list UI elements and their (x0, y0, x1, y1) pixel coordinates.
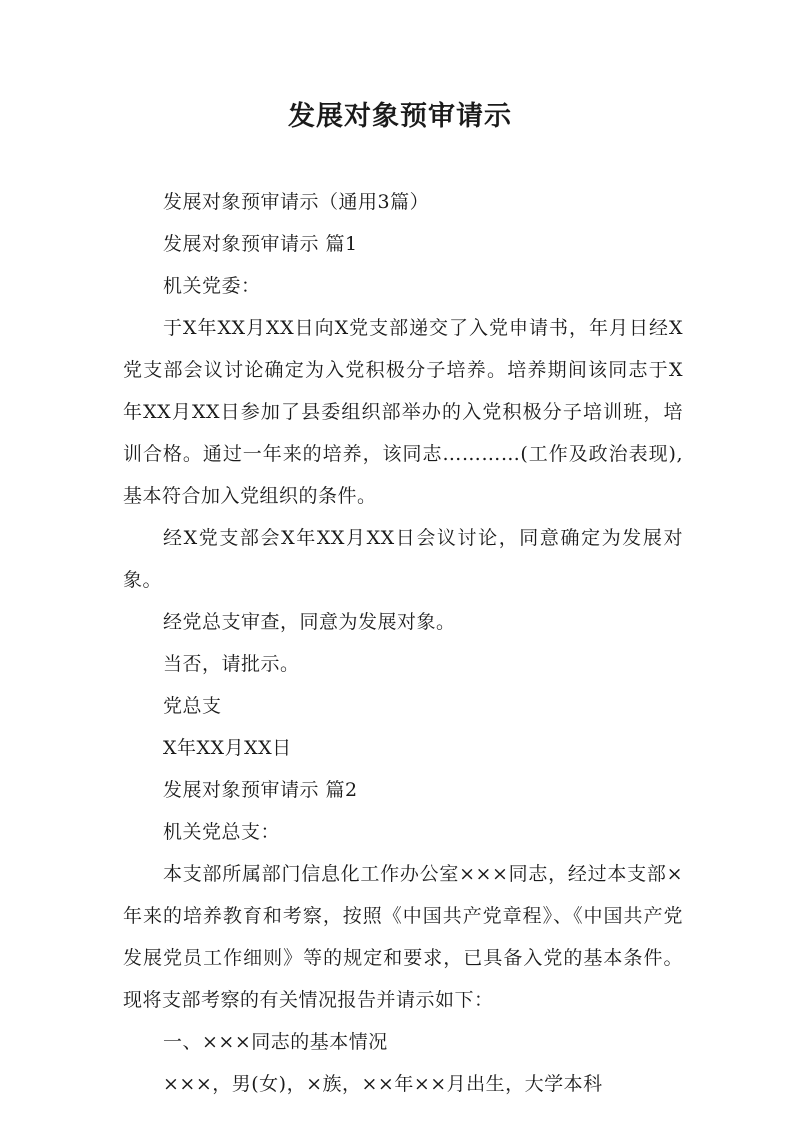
document-title: 发展对象预审请示 (288, 101, 512, 132)
body-paragraph: 于X年XX月XX日向X党支部递交了入党申请书，年月日经X党支部会议讨论确定为入党积极分子培养。培养期间该同志于X年XX月XX日参加了县委组织部举办的入党积极分子培训班，培训合格。通过一年来的培养，该同志…………(工作及政治表现),基本符合加入党组织的条件。 (123, 317, 683, 507)
body-paragraph: 经X党支部会X年XX月XX日会议讨论，同意确定为发展对象。 (123, 527, 683, 591)
document-body (123, 181, 683, 1105)
body-paragraph: ×××，男(女)，×族，××年××月出生，大学本科 (163, 1073, 603, 1095)
signature-org: 党总支 (163, 695, 222, 717)
section-heading-1: 发展对象预审请示 篇1 (163, 233, 358, 255)
addressee-1: 机关党委： (163, 275, 261, 297)
section-heading-2: 发展对象预审请示 篇2 (163, 779, 358, 801)
subtitle-line: 发展对象预审请示（通用3篇） (163, 191, 430, 213)
addressee-2: 机关党总支： (163, 821, 281, 843)
request-line: 当否，请批示。 (163, 653, 300, 675)
subsection-heading: 一、×××同志的基本情况 (163, 1031, 388, 1053)
body-paragraph: 经党总支审查，同意为发展对象。 (163, 611, 456, 633)
signature-date: X年XX月XX日 (163, 737, 292, 759)
body-paragraph: 本支部所属部门信息化工作办公室×××同志，经过本支部×年来的培养教育和考察，按照《中国共产党章程》、《中国共产党发展党员工作细则》等的规定和要求，已具备入党的基本条件。现将支部考察的有关情况报告并请示如下： (123, 863, 683, 1011)
